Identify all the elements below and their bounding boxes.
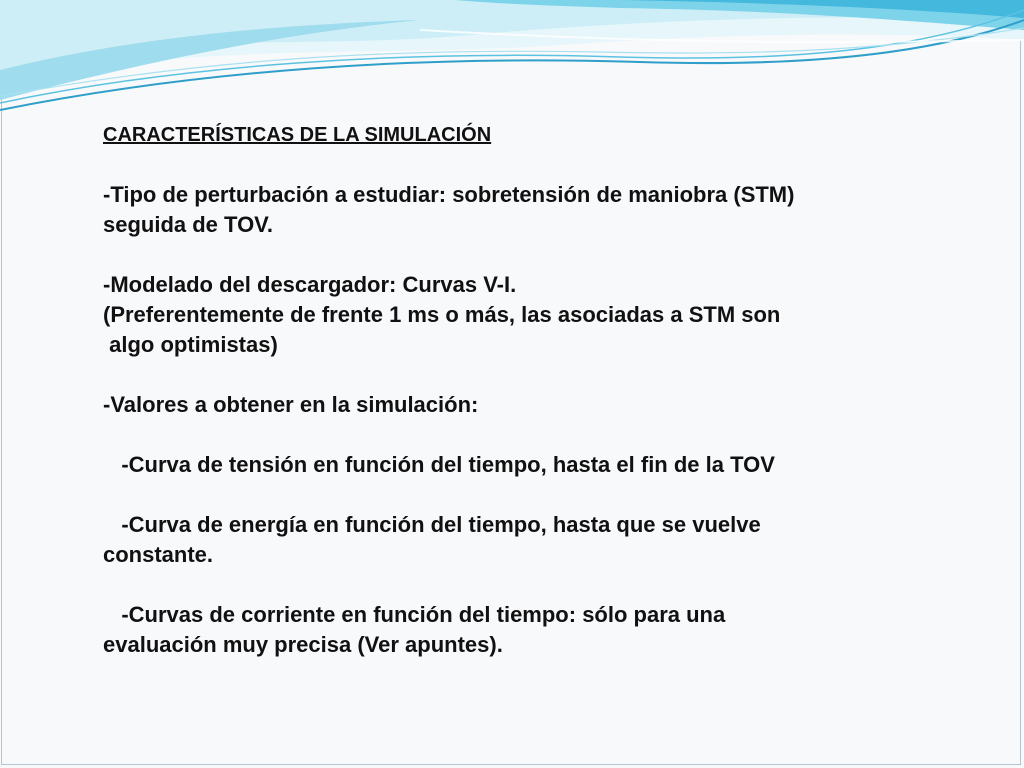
spacer bbox=[103, 150, 963, 180]
text-line-model-note-cont: algo optimistas) bbox=[103, 332, 278, 357]
text-line-energy-curve-cont: constante. bbox=[103, 542, 214, 567]
text-line-current-curve: -Curvas de corriente en función del tiempo: sólo para una bbox=[103, 602, 726, 627]
text-line-voltage-curve: -Curva de tensión en función del tiempo, hasta el fin de la TOV bbox=[103, 452, 775, 477]
spacer bbox=[103, 360, 963, 390]
text-line-model-note: (Preferentemente de frente 1 ms o más, las asociadas a STM son bbox=[103, 302, 781, 327]
text-line-current-curve-cont: evaluación muy precisa (Ver apuntes). bbox=[103, 632, 503, 657]
spacer bbox=[103, 420, 963, 450]
slide-body bbox=[103, 120, 963, 660]
text-line-energy-curve: -Curva de energía en función del tiempo, hasta que se vuelve bbox=[103, 512, 761, 537]
text-line-perturbation-cont: seguida de TOV. bbox=[103, 212, 273, 237]
spacer bbox=[103, 480, 963, 510]
text-line-model: -Modelado del descargador: Curvas V-I. bbox=[103, 272, 517, 297]
text-line-perturbation: -Tipo de perturbación a estudiar: sobretensión de maniobra (STM) bbox=[103, 182, 795, 207]
spacer bbox=[103, 240, 963, 270]
spacer bbox=[103, 570, 963, 600]
slide-title: CARACTERÍSTICAS DE LA SIMULACIÓN bbox=[103, 124, 492, 146]
text-line-values: -Valores a obtener en la simulación: bbox=[103, 392, 479, 417]
header-wave-decoration bbox=[0, 0, 1024, 130]
